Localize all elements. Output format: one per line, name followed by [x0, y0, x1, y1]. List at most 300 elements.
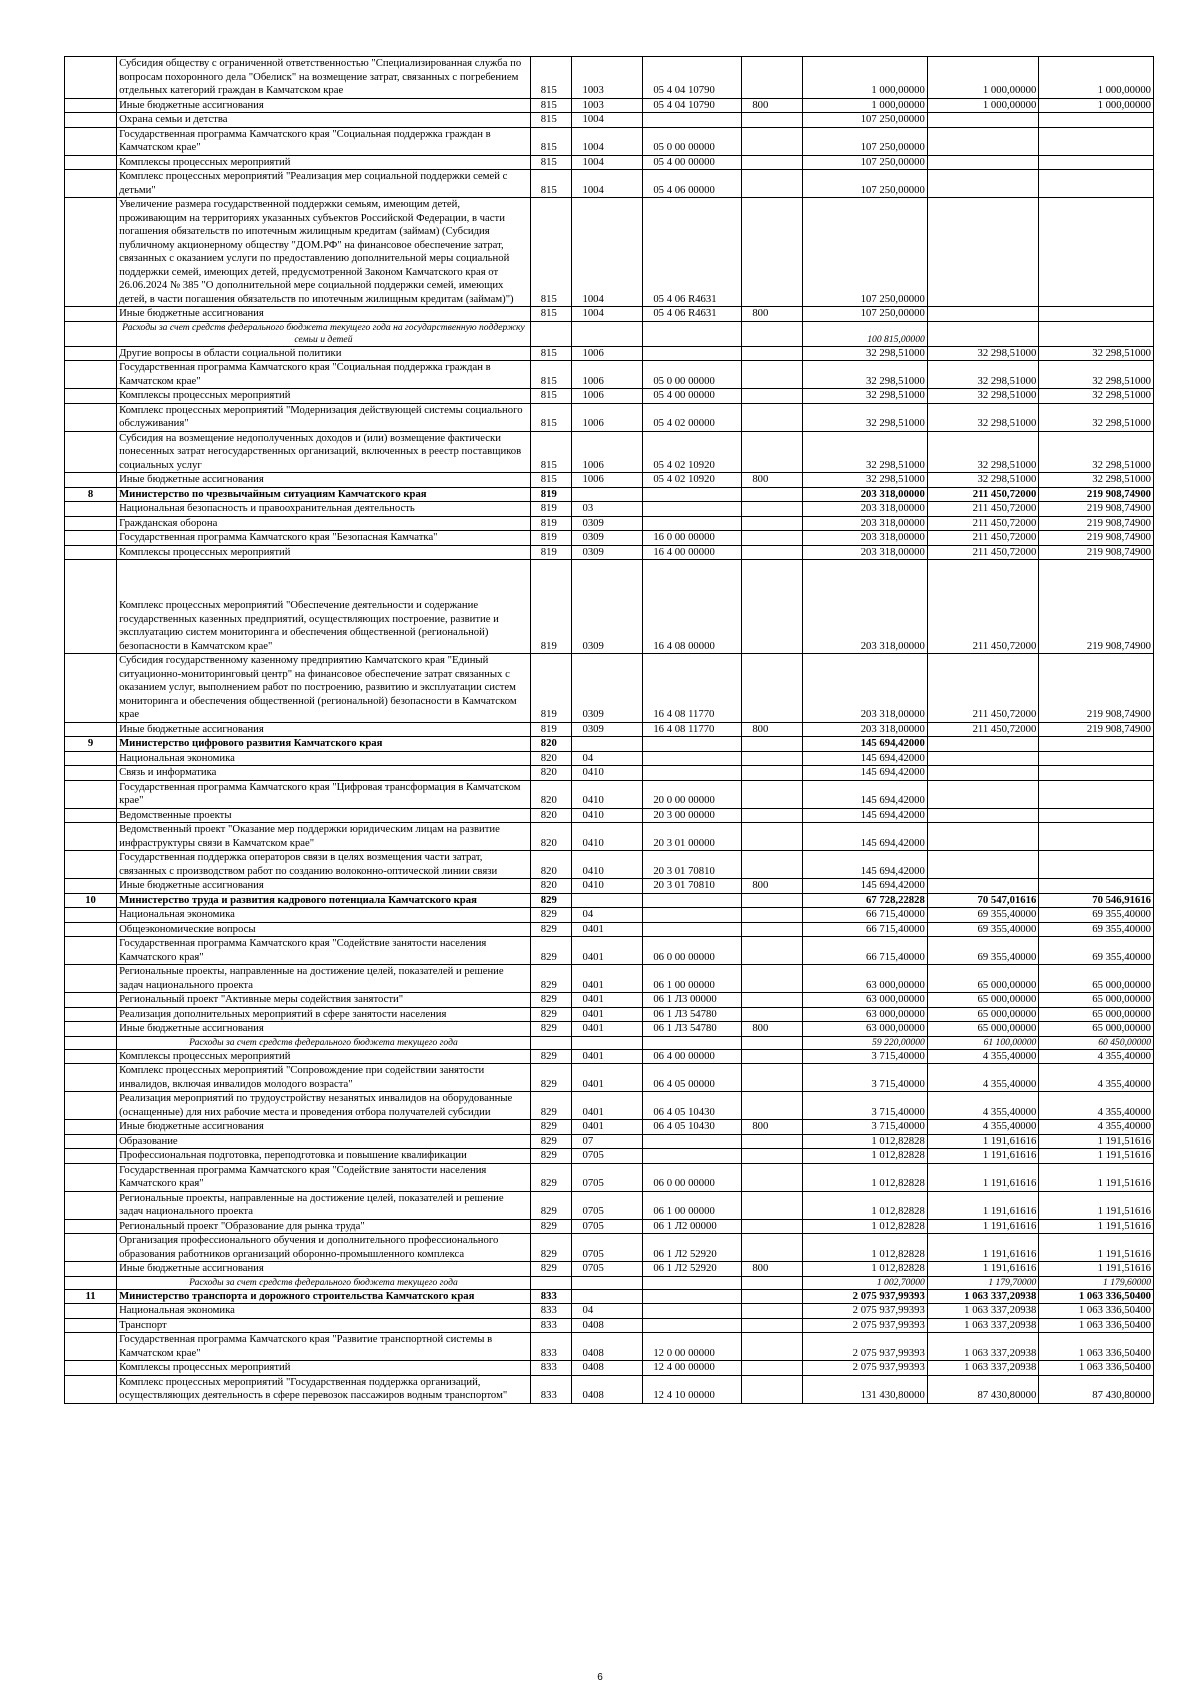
row-sum-2027: [1039, 170, 1154, 198]
row-target-article: [643, 1289, 742, 1304]
table-row: [65, 361, 1154, 389]
row-grbs: 820: [530, 780, 572, 808]
row-grbs: 829: [530, 965, 572, 993]
row-expense-type: [742, 1064, 802, 1092]
row-section: 1004: [572, 198, 643, 307]
row-name: Связь и информатика: [117, 766, 531, 781]
row-section: 0401: [572, 1049, 643, 1064]
row-section: 07: [572, 1134, 643, 1149]
row-target-article: 06 1 Л3 54780: [643, 1022, 742, 1037]
row-number: [65, 57, 117, 99]
row-sum-2025: 203 318,00000: [802, 516, 927, 531]
row-sum-2025: 1 012,82828: [802, 1262, 927, 1277]
row-sum-2027: 219 908,74900: [1039, 516, 1154, 531]
table-row: [65, 198, 1154, 307]
row-target-article: [643, 502, 742, 517]
row-section: 0410: [572, 808, 643, 823]
row-number: [65, 1219, 117, 1234]
row-target-article: 16 4 08 11770: [643, 722, 742, 737]
row-expense-type: [742, 487, 802, 502]
row-expense-type: [742, 808, 802, 823]
row-section: 0705: [572, 1191, 643, 1219]
row-number: [65, 516, 117, 531]
row-expense-type: [742, 1007, 802, 1022]
row-number: [65, 361, 117, 389]
row-section: 0401: [572, 1092, 643, 1120]
row-expense-type: [742, 545, 802, 560]
row-name: Иные бюджетные ассигнования: [117, 98, 531, 113]
table-row: [65, 879, 1154, 894]
row-expense-type: [742, 737, 802, 752]
row-target-article: 06 0 00 00000: [643, 1163, 742, 1191]
table-row: [65, 1333, 1154, 1361]
row-number: [65, 808, 117, 823]
row-number: [65, 1134, 117, 1149]
row-number: [65, 98, 117, 113]
row-target-article: [643, 751, 742, 766]
row-sum-2027: [1039, 823, 1154, 851]
row-sum-2027: 4 355,40000: [1039, 1092, 1154, 1120]
federal-funds-note-row: [65, 321, 1154, 346]
ministry-row: [65, 1289, 1154, 1304]
row-sum-2026: 32 298,51000: [927, 361, 1039, 389]
row-number: [65, 502, 117, 517]
row-target-article: 16 0 00 00000: [643, 531, 742, 546]
row-expense-type: [742, 751, 802, 766]
row-sum-2025: 32 298,51000: [802, 361, 927, 389]
row-sum-2027: 1 191,51616: [1039, 1234, 1154, 1262]
row-name: Государственная программа Камчатского края "Цифровая трансформация в Камчатском крае": [117, 780, 531, 808]
row-sum-2027: [1039, 737, 1154, 752]
row-sum-2025: 203 318,00000: [802, 722, 927, 737]
row-section: 0410: [572, 823, 643, 851]
row-target-article: [643, 1276, 742, 1289]
row-sum-2025: 32 298,51000: [802, 403, 927, 431]
row-number: [65, 937, 117, 965]
row-name: Региональные проекты, направленные на достижение целей, показателей и решение задач национального проекта: [117, 965, 531, 993]
row-number: [65, 531, 117, 546]
row-number: [65, 722, 117, 737]
row-grbs: 829: [530, 922, 572, 937]
row-number: [65, 851, 117, 879]
row-grbs: 819: [530, 487, 572, 502]
row-sum-2026: 32 298,51000: [927, 346, 1039, 361]
table-row: [65, 57, 1154, 99]
table-row: [65, 516, 1154, 531]
row-grbs: 829: [530, 1092, 572, 1120]
row-sum-2026: 65 000,00000: [927, 993, 1039, 1008]
row-section: 1006: [572, 403, 643, 431]
row-name: Министерство транспорта и дорожного строительства Камчатского края: [117, 1289, 531, 1304]
row-section: 0401: [572, 1007, 643, 1022]
row-expense-type: [742, 1036, 802, 1049]
row-sum-2027: 1 063 336,50400: [1039, 1318, 1154, 1333]
row-grbs: 815: [530, 155, 572, 170]
row-grbs: 815: [530, 307, 572, 322]
row-sum-2026: 1 063 337,20938: [927, 1304, 1039, 1319]
table-row: [65, 389, 1154, 404]
row-sum-2025: 107 250,00000: [802, 198, 927, 307]
row-grbs: 819: [530, 560, 572, 654]
row-sum-2025: 203 318,00000: [802, 545, 927, 560]
row-number: [65, 1007, 117, 1022]
budget-table: [64, 56, 1154, 1404]
row-sum-2026: [927, 198, 1039, 307]
row-expense-type: [742, 1333, 802, 1361]
row-sum-2025: 203 318,00000: [802, 531, 927, 546]
row-grbs: 815: [530, 170, 572, 198]
row-expense-type: [742, 780, 802, 808]
row-sum-2026: 211 450,72000: [927, 654, 1039, 723]
row-sum-2027: 69 355,40000: [1039, 908, 1154, 923]
row-sum-2027: 4 355,40000: [1039, 1120, 1154, 1135]
row-sum-2025: 66 715,40000: [802, 937, 927, 965]
row-sum-2027: 87 430,80000: [1039, 1375, 1154, 1403]
row-sum-2026: 1 000,00000: [927, 57, 1039, 99]
row-sum-2027: 1 191,51616: [1039, 1134, 1154, 1149]
row-grbs: 829: [530, 1234, 572, 1262]
row-sum-2025: 107 250,00000: [802, 155, 927, 170]
row-target-article: 12 0 00 00000: [643, 1333, 742, 1361]
row-grbs: 815: [530, 473, 572, 488]
row-name: Региональный проект "Образование для рынка труда": [117, 1219, 531, 1234]
row-section: 0309: [572, 516, 643, 531]
table-row: [65, 560, 1154, 654]
row-expense-type: [742, 560, 802, 654]
row-sum-2026: 1 191,61616: [927, 1191, 1039, 1219]
row-number: [65, 1375, 117, 1403]
table-row: [65, 922, 1154, 937]
row-sum-2027: [1039, 751, 1154, 766]
row-sum-2026: 4 355,40000: [927, 1049, 1039, 1064]
row-sum-2025: 145 694,42000: [802, 780, 927, 808]
table-row: [65, 1234, 1154, 1262]
row-name: Реализация мероприятий по трудоустройству незанятых инвалидов на оборудованные (оснащенные) для них рабочие места и проведения отбора получателей субсидии: [117, 1092, 531, 1120]
row-name: Общеэкономические вопросы: [117, 922, 531, 937]
row-sum-2025: 1 000,00000: [802, 57, 927, 99]
row-section: [572, 487, 643, 502]
row-sum-2025: 32 298,51000: [802, 389, 927, 404]
table-row: [65, 766, 1154, 781]
table-row: [65, 545, 1154, 560]
row-sum-2026: 32 298,51000: [927, 403, 1039, 431]
row-name: Транспорт: [117, 1318, 531, 1333]
row-section: 1003: [572, 98, 643, 113]
row-grbs: [530, 321, 572, 346]
row-grbs: 833: [530, 1304, 572, 1319]
table-row: [65, 1375, 1154, 1403]
row-sum-2025: 203 318,00000: [802, 654, 927, 723]
row-expense-type: 800: [742, 473, 802, 488]
row-sum-2026: [927, 155, 1039, 170]
row-grbs: 829: [530, 1064, 572, 1092]
row-grbs: 829: [530, 908, 572, 923]
table-row: [65, 431, 1154, 473]
row-sum-2027: [1039, 307, 1154, 322]
row-section: 0410: [572, 780, 643, 808]
row-sum-2026: [927, 780, 1039, 808]
row-sum-2027: [1039, 766, 1154, 781]
row-number: [65, 473, 117, 488]
row-grbs: 829: [530, 993, 572, 1008]
row-number: [65, 965, 117, 993]
row-number: [65, 198, 117, 307]
row-grbs: 815: [530, 346, 572, 361]
row-expense-type: [742, 403, 802, 431]
row-sum-2025: 67 728,22828: [802, 893, 927, 908]
row-expense-type: [742, 155, 802, 170]
row-target-article: [643, 1036, 742, 1049]
row-sum-2025: 1 002,70000: [802, 1276, 927, 1289]
row-sum-2025: 63 000,00000: [802, 1022, 927, 1037]
table-row: [65, 1049, 1154, 1064]
table-row: [65, 780, 1154, 808]
row-target-article: 06 1 00 00000: [643, 1191, 742, 1219]
ministry-row: [65, 487, 1154, 502]
row-target-article: 05 4 00 00000: [643, 389, 742, 404]
row-expense-type: [742, 431, 802, 473]
row-sum-2027: 65 000,00000: [1039, 965, 1154, 993]
row-grbs: 820: [530, 851, 572, 879]
row-name: Государственная программа Камчатского края "Содействие занятости населения Камчатского края": [117, 1163, 531, 1191]
row-target-article: 06 0 00 00000: [643, 937, 742, 965]
row-expense-type: 800: [742, 1262, 802, 1277]
row-name: Иные бюджетные ассигнования: [117, 1022, 531, 1037]
row-grbs: 829: [530, 1163, 572, 1191]
row-sum-2027: [1039, 808, 1154, 823]
row-section: 1004: [572, 307, 643, 322]
row-target-article: [643, 766, 742, 781]
row-sum-2026: [927, 851, 1039, 879]
row-number: [65, 346, 117, 361]
row-expense-type: [742, 1318, 802, 1333]
row-sum-2027: 219 908,74900: [1039, 722, 1154, 737]
row-sum-2025: 32 298,51000: [802, 346, 927, 361]
row-expense-type: [742, 908, 802, 923]
row-number: [65, 560, 117, 654]
row-sum-2026: 1 063 337,20938: [927, 1318, 1039, 1333]
row-target-article: 06 1 Л3 54780: [643, 1007, 742, 1022]
row-target-article: 16 4 00 00000: [643, 545, 742, 560]
row-sum-2026: 1 063 337,20938: [927, 1361, 1039, 1376]
row-sum-2026: 1 191,61616: [927, 1262, 1039, 1277]
row-section: 04: [572, 1304, 643, 1319]
row-name: Увеличение размера государственной поддержки семьям, имеющим детей, проживающим на территориях указанных субъектов Российской Федерации, в части погашения обязательств по ипотечным жилищным кредитам (займам) (Субсидия публичному акционерному обществу "ДОМ.РФ" на финансовое обеспечение затрат, связанных с оказанием услуги по предоставлению дополнительной меры социальной поддержки семей, имеющих детей, предусмотренной Законом Камчатского края от 26.06.2024 № 385 "О дополнительной мере социальной поддержки семей, имеющих детей, в части погашения обязательств по ипотечным жилищным кредитам (займам)"): [117, 198, 531, 307]
row-section: 0410: [572, 766, 643, 781]
row-sum-2027: 70 546,91616: [1039, 893, 1154, 908]
row-grbs: 829: [530, 1134, 572, 1149]
row-name: Комплекс процессных мероприятий "Модернизация действующей системы социального обслуживания": [117, 403, 531, 431]
table-row: [65, 751, 1154, 766]
row-sum-2027: [1039, 155, 1154, 170]
row-sum-2026: [927, 823, 1039, 851]
row-number: [65, 922, 117, 937]
row-grbs: 820: [530, 751, 572, 766]
row-number: [65, 1049, 117, 1064]
row-sum-2026: 65 000,00000: [927, 965, 1039, 993]
row-sum-2027: 1 063 336,50400: [1039, 1304, 1154, 1319]
row-section: 0408: [572, 1361, 643, 1376]
row-grbs: 833: [530, 1289, 572, 1304]
row-target-article: 05 4 04 10790: [643, 57, 742, 99]
row-sum-2025: 131 430,80000: [802, 1375, 927, 1403]
row-target-article: 06 4 00 00000: [643, 1049, 742, 1064]
row-name: Образование: [117, 1134, 531, 1149]
row-grbs: 815: [530, 361, 572, 389]
row-expense-type: [742, 1375, 802, 1403]
row-target-article: 05 4 06 R4631: [643, 198, 742, 307]
table-row: [65, 346, 1154, 361]
row-expense-type: [742, 1163, 802, 1191]
row-section: 0401: [572, 937, 643, 965]
row-sum-2026: 65 000,00000: [927, 1007, 1039, 1022]
row-target-article: [643, 1318, 742, 1333]
row-sum-2027: 65 000,00000: [1039, 1007, 1154, 1022]
table-row: [65, 1318, 1154, 1333]
row-number: [65, 1092, 117, 1120]
row-grbs: 829: [530, 1219, 572, 1234]
row-sum-2027: [1039, 113, 1154, 128]
row-number: [65, 389, 117, 404]
row-sum-2027: 32 298,51000: [1039, 403, 1154, 431]
table-row: [65, 1304, 1154, 1319]
row-sum-2025: 145 694,42000: [802, 737, 927, 752]
row-sum-2026: 1 179,70000: [927, 1276, 1039, 1289]
row-sum-2025: 145 694,42000: [802, 851, 927, 879]
page-number: 6: [597, 1672, 603, 1683]
row-sum-2027: [1039, 879, 1154, 894]
row-sum-2025: 203 318,00000: [802, 560, 927, 654]
row-sum-2026: 1 191,61616: [927, 1149, 1039, 1164]
row-target-article: 06 1 00 00000: [643, 965, 742, 993]
row-sum-2026: 1 191,61616: [927, 1134, 1039, 1149]
row-name: Иные бюджетные ассигнования: [117, 1120, 531, 1135]
row-grbs: 829: [530, 937, 572, 965]
row-number: [65, 780, 117, 808]
row-sum-2027: 1 179,60000: [1039, 1276, 1154, 1289]
row-section: 0309: [572, 722, 643, 737]
row-expense-type: [742, 57, 802, 99]
row-sum-2026: 211 450,72000: [927, 516, 1039, 531]
row-grbs: 819: [530, 502, 572, 517]
row-sum-2027: [1039, 780, 1154, 808]
row-section: [572, 1289, 643, 1304]
row-number: [65, 1120, 117, 1135]
row-expense-type: 800: [742, 307, 802, 322]
row-grbs: 819: [530, 545, 572, 560]
row-sum-2025: 63 000,00000: [802, 993, 927, 1008]
row-name: Национальная безопасность и правоохранительная деятельность: [117, 502, 531, 517]
row-sum-2025: 2 075 937,99393: [802, 1289, 927, 1304]
row-sum-2025: 107 250,00000: [802, 307, 927, 322]
row-expense-type: 800: [742, 722, 802, 737]
row-section: 1006: [572, 361, 643, 389]
row-name: Комплексы процессных мероприятий: [117, 389, 531, 404]
row-sum-2026: 1 191,61616: [927, 1163, 1039, 1191]
row-sum-2025: 107 250,00000: [802, 127, 927, 155]
row-name: Иные бюджетные ассигнования: [117, 879, 531, 894]
table-row: [65, 155, 1154, 170]
row-sum-2025: 32 298,51000: [802, 473, 927, 488]
row-target-article: 05 4 00 00000: [643, 155, 742, 170]
table-row: [65, 1064, 1154, 1092]
row-grbs: [530, 1276, 572, 1289]
row-grbs: 833: [530, 1361, 572, 1376]
row-sum-2025: 145 694,42000: [802, 766, 927, 781]
row-section: 04: [572, 751, 643, 766]
row-sum-2026: 69 355,40000: [927, 922, 1039, 937]
row-section: 0401: [572, 922, 643, 937]
row-sum-2026: 211 450,72000: [927, 545, 1039, 560]
row-name: Государственная программа Камчатского края "Социальная поддержка граждан в Камчатском крае": [117, 361, 531, 389]
row-grbs: [530, 1036, 572, 1049]
row-expense-type: [742, 1092, 802, 1120]
row-expense-type: [742, 502, 802, 517]
table-row: [65, 1262, 1154, 1277]
row-name: Иные бюджетные ассигнования: [117, 473, 531, 488]
row-sum-2025: 107 250,00000: [802, 170, 927, 198]
row-name: Реализация дополнительных мероприятий в сфере занятости населения: [117, 1007, 531, 1022]
row-sum-2027: 1 191,51616: [1039, 1163, 1154, 1191]
row-target-article: 20 3 01 00000: [643, 823, 742, 851]
row-sum-2025: 203 318,00000: [802, 487, 927, 502]
row-section: [572, 1276, 643, 1289]
row-section: 1004: [572, 113, 643, 128]
row-number: [65, 908, 117, 923]
row-name: Государственная поддержка операторов связи в целях возмещения части затрат, связанных с производством работ по созданию волоконно-оптической линии связи: [117, 851, 531, 879]
row-number: [65, 307, 117, 322]
row-sum-2026: 1 063 337,20938: [927, 1289, 1039, 1304]
row-grbs: 829: [530, 1049, 572, 1064]
row-sum-2027: 32 298,51000: [1039, 361, 1154, 389]
row-expense-type: [742, 1304, 802, 1319]
table-row: [65, 403, 1154, 431]
row-expense-type: 800: [742, 1022, 802, 1037]
row-grbs: 819: [530, 516, 572, 531]
row-sum-2027: 219 908,74900: [1039, 531, 1154, 546]
row-target-article: 06 1 Л2 00000: [643, 1219, 742, 1234]
row-name: Комплексы процессных мероприятий: [117, 1361, 531, 1376]
row-expense-type: [742, 1234, 802, 1262]
row-sum-2026: [927, 879, 1039, 894]
row-grbs: 820: [530, 737, 572, 752]
row-grbs: 815: [530, 98, 572, 113]
row-target-article: 06 1 Л2 52920: [643, 1234, 742, 1262]
row-section: 0705: [572, 1163, 643, 1191]
row-grbs: 819: [530, 531, 572, 546]
row-expense-type: [742, 361, 802, 389]
row-expense-type: [742, 346, 802, 361]
row-expense-type: [742, 321, 802, 346]
row-target-article: 16 4 08 11770: [643, 654, 742, 723]
row-sum-2026: 4 355,40000: [927, 1092, 1039, 1120]
row-sum-2026: 1 063 337,20938: [927, 1333, 1039, 1361]
row-grbs: 815: [530, 127, 572, 155]
row-number: [65, 751, 117, 766]
row-target-article: 05 0 00 00000: [643, 127, 742, 155]
row-section: 1004: [572, 170, 643, 198]
row-name: Расходы за счет средств федерального бюджета текущего года на государственную поддержку семьи и детей: [117, 321, 531, 346]
row-name: Профессиональная подготовка, переподготовка и повышение квалификации: [117, 1149, 531, 1164]
row-target-article: 05 4 02 10920: [643, 473, 742, 488]
row-name: Государственная программа Камчатского края "Безопасная Камчатка": [117, 531, 531, 546]
row-sum-2026: 32 298,51000: [927, 431, 1039, 473]
row-sum-2026: 32 298,51000: [927, 473, 1039, 488]
row-section: [572, 1036, 643, 1049]
row-expense-type: [742, 1134, 802, 1149]
table-row: [65, 808, 1154, 823]
table-row: [65, 1149, 1154, 1164]
